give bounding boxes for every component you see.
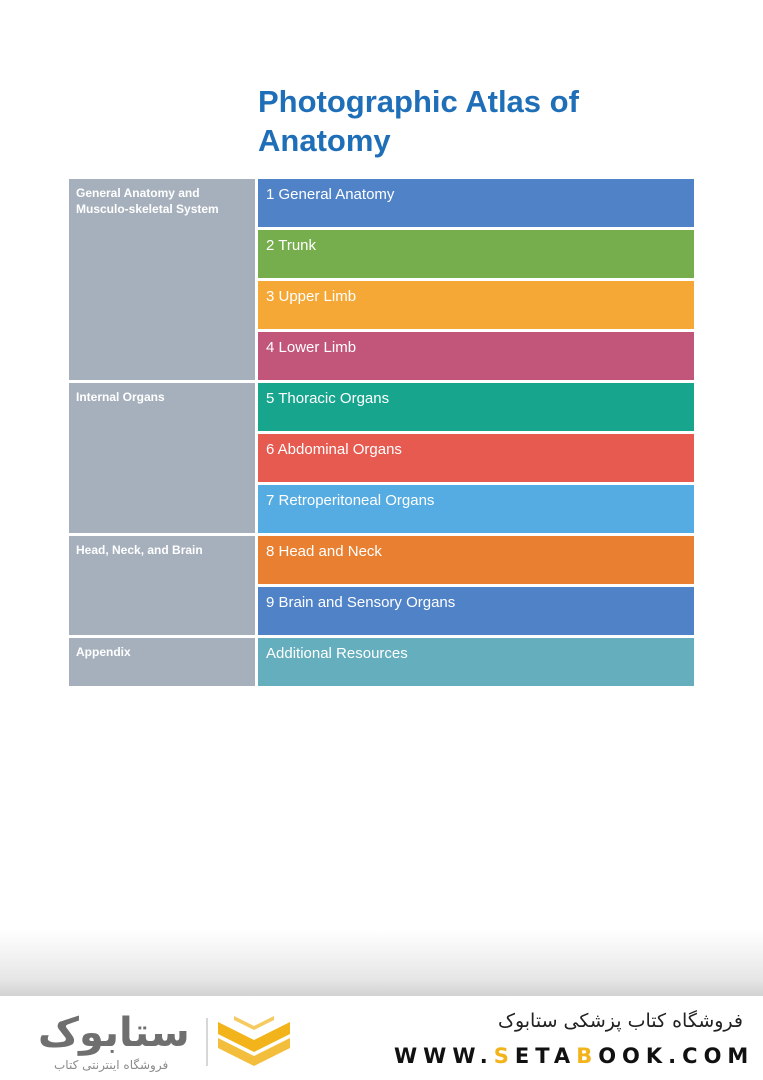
url-s: S [493, 1044, 515, 1068]
logo-divider [206, 1018, 208, 1066]
footer-banner [0, 996, 763, 1080]
chapter-item[interactable]: 3 Upper Limb [258, 281, 694, 329]
setabook-logo[interactable] [36, 1010, 296, 1072]
page-title: Photographic Atlas of Anatomy [258, 84, 579, 158]
toc-section [69, 383, 694, 533]
chapter-list [258, 536, 694, 635]
chapter-item[interactable]: 2 Trunk [258, 230, 694, 278]
chapter-item[interactable]: 8 Head and Neck [258, 536, 694, 584]
toc-section [69, 536, 694, 635]
chapter-item[interactable]: Additional Resources [258, 638, 694, 686]
chapter-list [258, 383, 694, 533]
chapter-list [258, 179, 694, 380]
chapter-item[interactable]: 1 General Anatomy [258, 179, 694, 227]
toc-section [69, 638, 694, 686]
book-stack-icon [214, 1012, 294, 1072]
logo-subtitle: فروشگاه اینترنتی کتاب [54, 1058, 169, 1072]
table-of-contents [69, 179, 694, 689]
toc-section [69, 179, 694, 380]
page-shadow [0, 930, 763, 996]
logo-wordmark: ستابوک [38, 1010, 190, 1056]
shop-url[interactable] [394, 1044, 754, 1068]
section-label: Appendix [69, 638, 255, 686]
chapter-item[interactable]: 7 Retroperitoneal Organs [258, 485, 694, 533]
shop-name: فروشگاه کتاب پزشکی ستابوک [497, 1010, 743, 1032]
chapter-item[interactable]: 4 Lower Limb [258, 332, 694, 380]
chapter-list [258, 638, 694, 686]
chapter-item[interactable]: 9 Brain and Sensory Organs [258, 587, 694, 635]
url-prefix: WWW. [394, 1044, 494, 1068]
url-suffix: OOK.COM [598, 1044, 755, 1068]
section-label: General Anatomy and Musculo-skeletal System [69, 179, 255, 380]
chapter-item[interactable]: 6 Abdominal Organs [258, 434, 694, 482]
url-b: B [576, 1044, 599, 1068]
section-label: Head, Neck, and Brain [69, 536, 255, 635]
section-label: Internal Organs [69, 383, 255, 533]
url-mid: ETA [514, 1044, 577, 1068]
chapter-item[interactable]: 5 Thoracic Organs [258, 383, 694, 431]
